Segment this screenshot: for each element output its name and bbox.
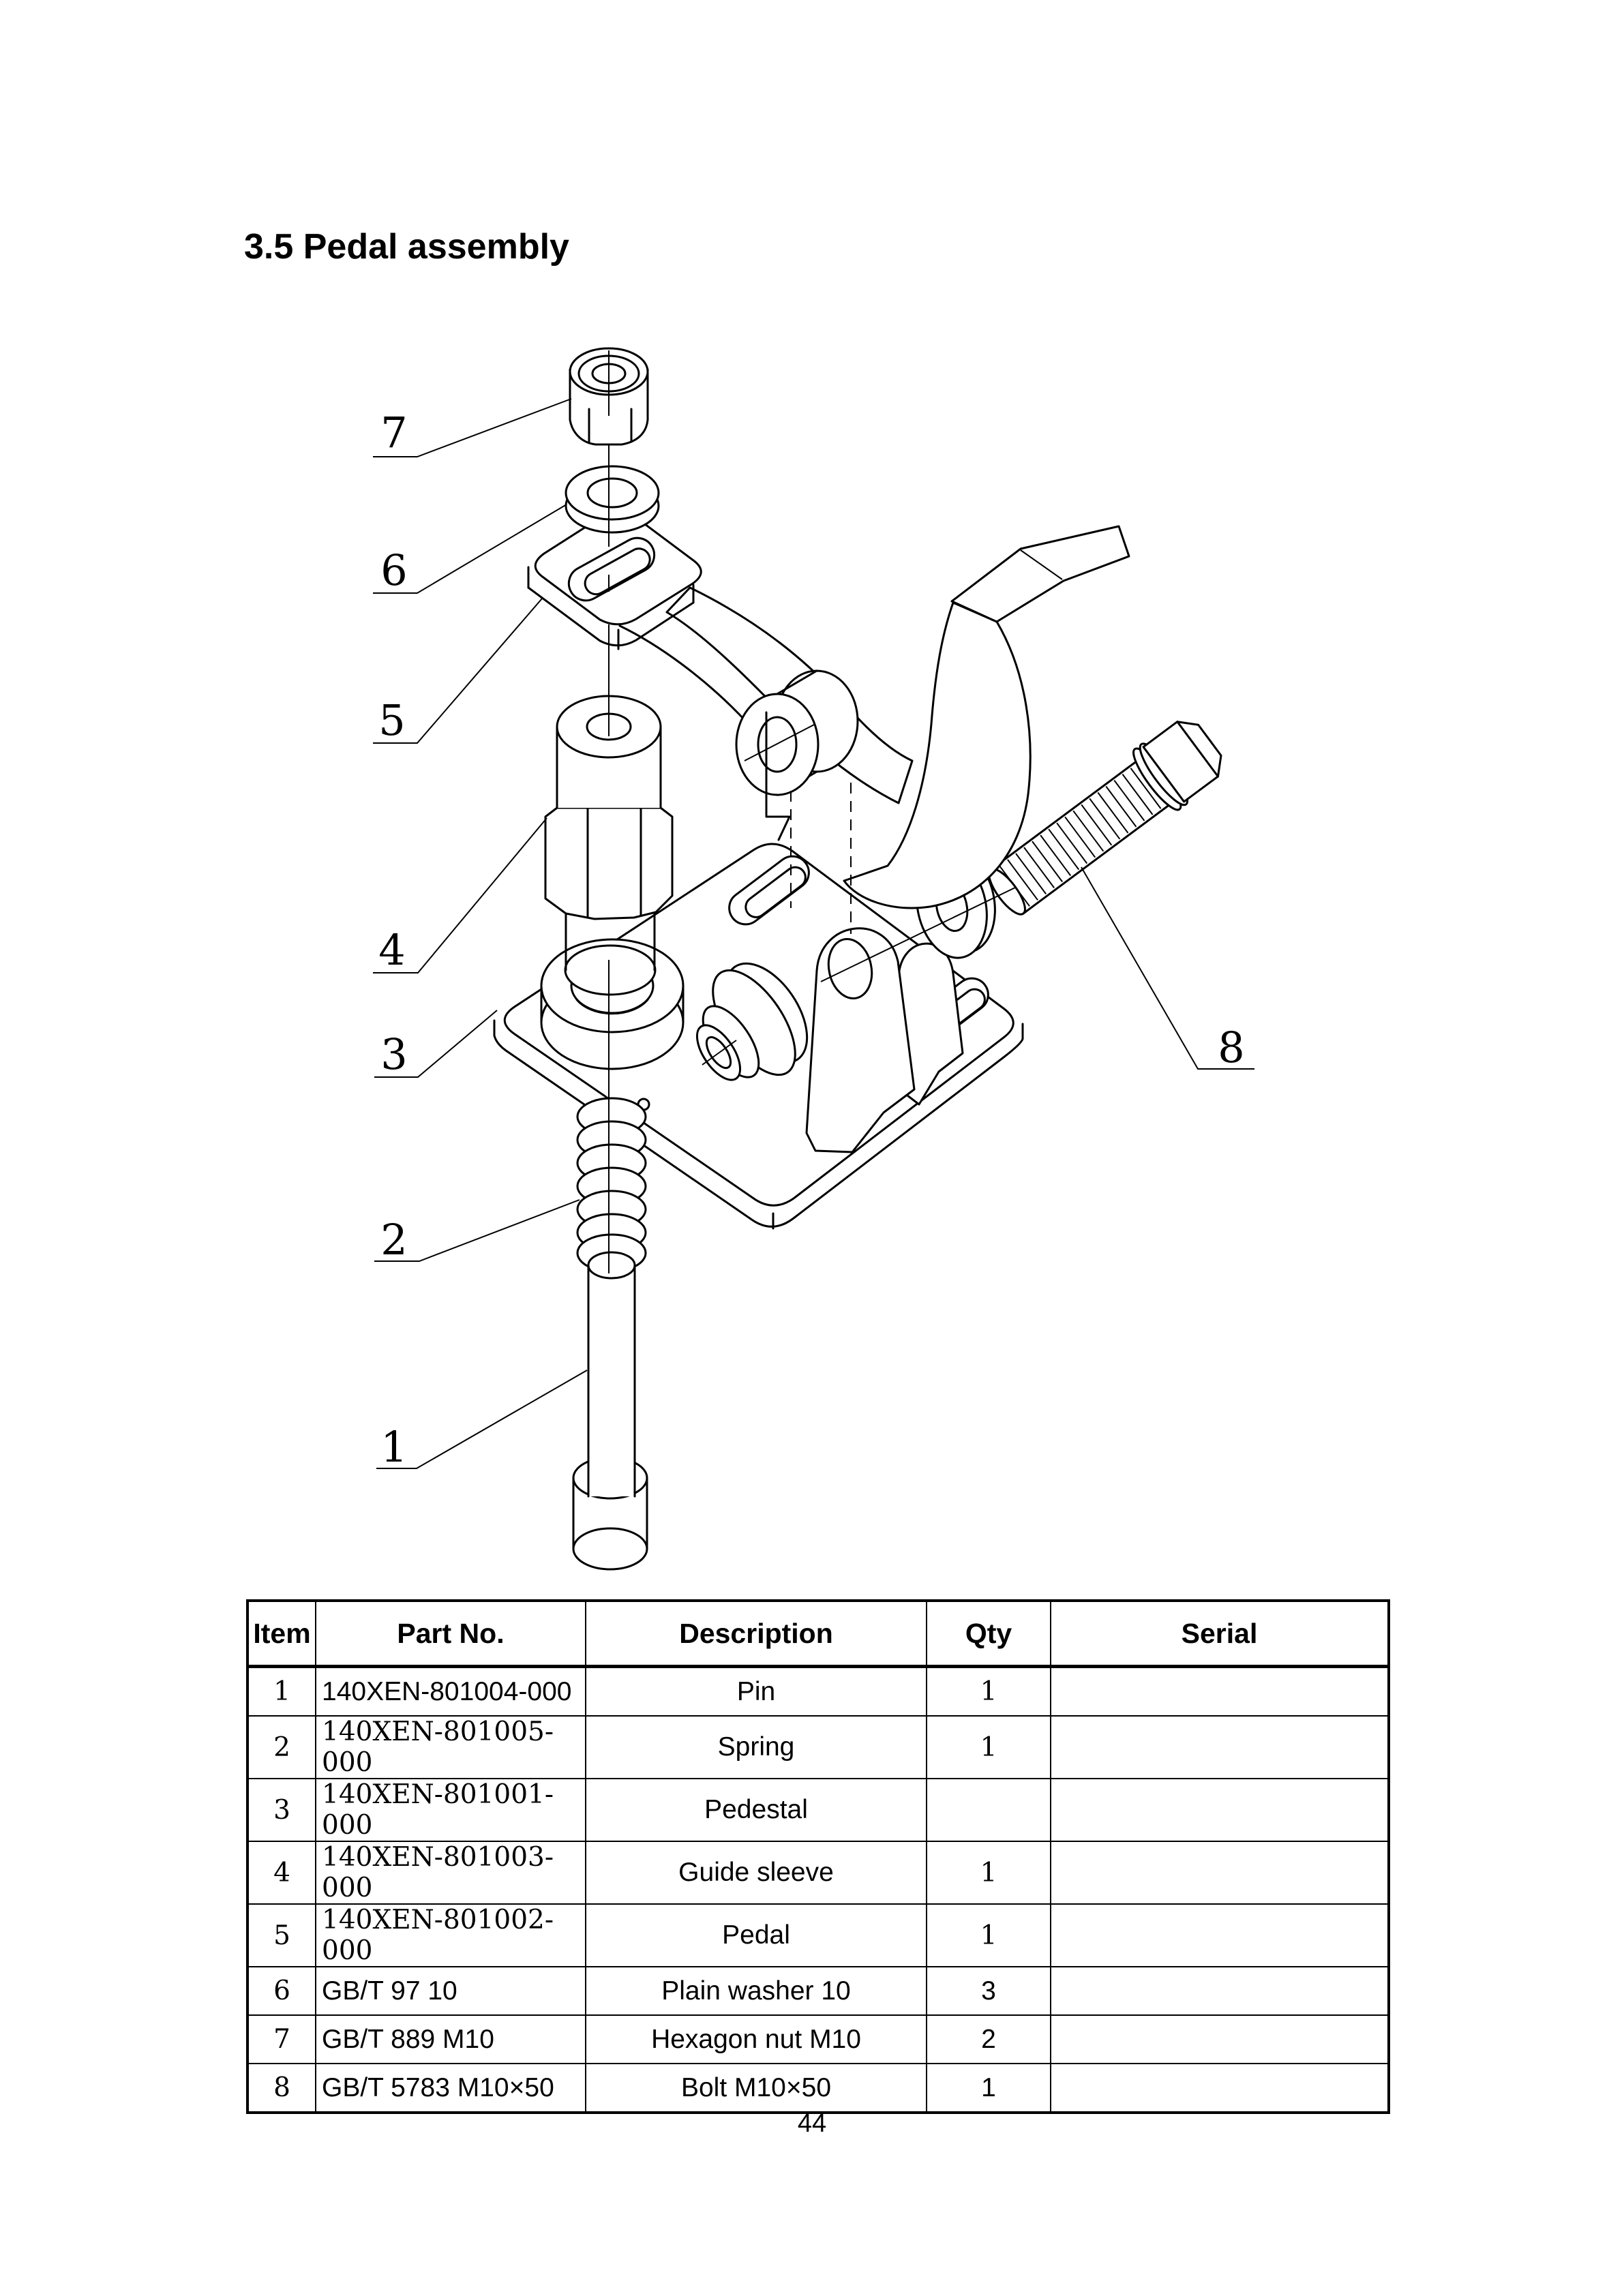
cell-item: 7	[247, 2015, 316, 2064]
callout-5: 5	[378, 695, 406, 745]
cell-part-no: 140XEN-801002-000	[316, 1904, 586, 1967]
callout-6: 6	[380, 545, 408, 595]
cell-item: 5	[247, 1904, 316, 1967]
cell-part-no: 140XEN-801004-000	[316, 1667, 586, 1717]
cell-item: 3	[247, 1779, 316, 1841]
pedal-pivot-boss	[736, 671, 858, 795]
callout-7: 7	[380, 408, 408, 457]
parts-table	[246, 1599, 1390, 2114]
callout-3: 3	[380, 1029, 408, 1079]
cell-qty	[927, 1779, 1051, 1841]
cell-serial	[1051, 1967, 1389, 2015]
callout-1: 1	[380, 1422, 408, 1472]
cell-item: 8	[247, 2064, 316, 2113]
callout-2: 2	[380, 1215, 408, 1265]
cell-qty: 1	[927, 1904, 1051, 1967]
cell-description: Spring	[586, 1716, 927, 1779]
table-row	[247, 1716, 1389, 1779]
cell-description: Pedestal	[586, 1779, 927, 1841]
cell-description: Bolt M10×50	[586, 2064, 927, 2113]
cell-description: Pedal	[586, 1904, 927, 1967]
cell-item: 1	[247, 1667, 316, 1717]
table-row	[247, 2064, 1389, 2113]
col-header-description: Description	[586, 1601, 927, 1667]
cell-description: Guide sleeve	[586, 1841, 927, 1904]
cell-qty: 1	[927, 1716, 1051, 1779]
table-row	[247, 1904, 1389, 1967]
col-header-serial: Serial	[1051, 1601, 1389, 1667]
cell-part-no: 140XEN-801003-000	[316, 1841, 586, 1904]
table-row	[247, 1841, 1389, 1904]
callout-4: 4	[378, 925, 406, 975]
cell-description: Pin	[586, 1667, 927, 1717]
cell-serial	[1051, 1779, 1389, 1841]
cell-serial	[1051, 1667, 1389, 1717]
cell-part-no: GB/T 97 10	[316, 1967, 586, 2015]
cell-qty: 1	[927, 2064, 1051, 2113]
col-header-part-no: Part No.	[316, 1601, 586, 1667]
cell-item: 6	[247, 1967, 316, 2015]
col-header-qty: Qty	[927, 1601, 1051, 1667]
pedal-bracket	[528, 513, 701, 649]
cell-description: Hexagon nut M10	[586, 2015, 927, 2064]
cell-serial	[1051, 1904, 1389, 1967]
table-row	[247, 2015, 1389, 2064]
col-header-item: Item	[247, 1601, 316, 1667]
cell-serial	[1051, 1716, 1389, 1779]
cell-part-no: 140XEN-801005-000	[316, 1716, 586, 1779]
cell-serial	[1051, 1841, 1389, 1904]
table-row	[247, 1967, 1389, 2015]
cell-description: Plain washer 10	[586, 1967, 927, 2015]
cell-part-no: GB/T 5783 M10×50	[316, 2064, 586, 2113]
cell-serial	[1051, 2015, 1389, 2064]
cell-item: 2	[247, 1716, 316, 1779]
spring-part	[577, 1098, 649, 1271]
cell-qty: 2	[927, 2015, 1051, 2064]
table-row	[247, 1667, 1389, 1717]
table-header-row	[247, 1601, 1389, 1667]
page-number: 44	[797, 2109, 827, 2138]
cell-qty: 3	[927, 1967, 1051, 2015]
page-title: 3.5 Pedal assembly	[244, 227, 569, 267]
cell-part-no: GB/T 889 M10	[316, 2015, 586, 2064]
cell-qty: 1	[927, 1667, 1051, 1717]
callout-8: 8	[1218, 1023, 1245, 1072]
table-row	[247, 1779, 1389, 1841]
cell-item: 4	[247, 1841, 316, 1904]
pin-part	[573, 1252, 647, 1569]
cell-qty: 1	[927, 1841, 1051, 1904]
washer-part	[566, 466, 659, 532]
cell-part-no: 140XEN-801001-000	[316, 1779, 586, 1841]
cell-serial	[1051, 2064, 1389, 2113]
